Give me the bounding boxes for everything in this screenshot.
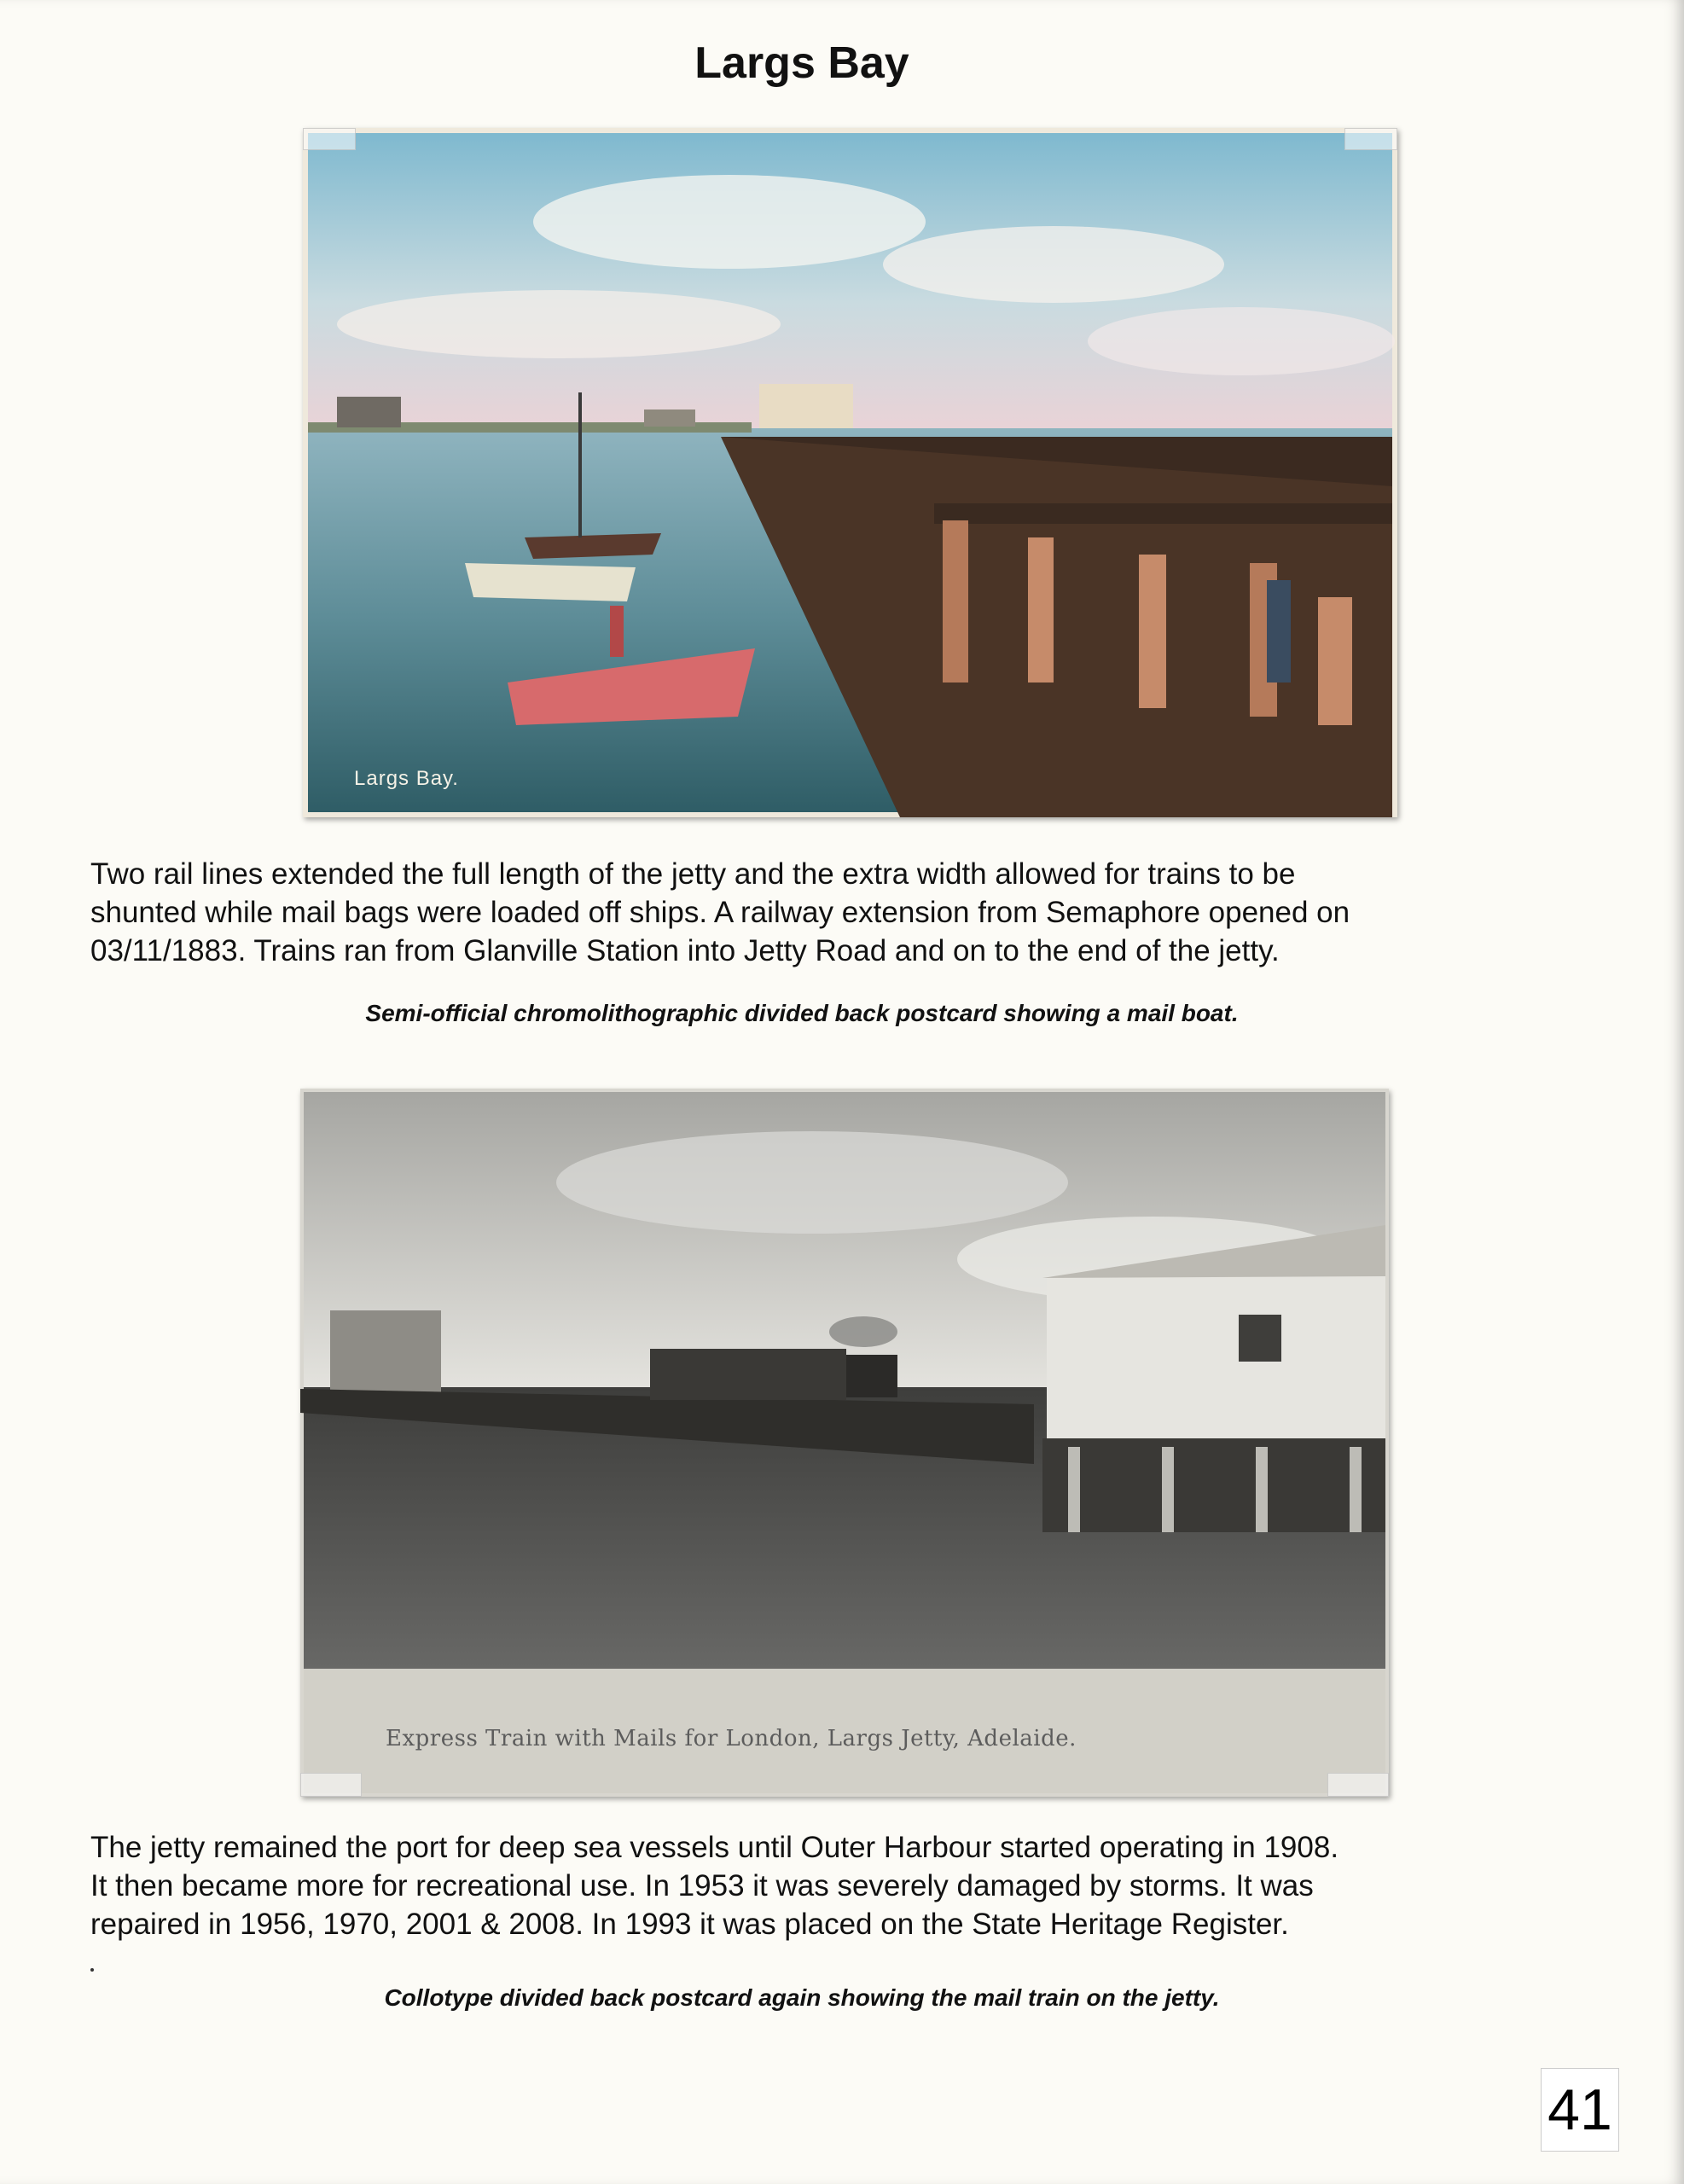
paragraph-line: 03/11/1883. Trains ran from Glanville Station into Jetty Road and on to the end of the jetty.: [90, 934, 1280, 967]
photo-corner: [303, 128, 356, 150]
page-title: Largs Bay: [694, 38, 909, 88]
photo-corner: [300, 1773, 362, 1797]
paragraph-line: repaired in 1956, 1970, 2001 & 2008. In 1993 it was placed on the State Heritage Register.: [90, 1908, 1289, 1941]
page-number: 41: [1541, 2068, 1619, 2152]
paragraph-jetty-history: [90, 1828, 1558, 1943]
paragraph-line: shunted while mail bags were loaded off ships. A railway extension from Semaphore opened on: [90, 896, 1350, 929]
postcard-mail-train: [300, 1089, 1389, 1797]
postcard-mail-train-image: [300, 1089, 1389, 1797]
postcard-mail-boat-image: [303, 128, 1397, 817]
postcard-mail-train-caption: Collotype divided back postcard again showing the mail train on the jetty.: [384, 1984, 1220, 2011]
postcard-mail-boat-overlay-text: Largs Bay.: [354, 767, 459, 790]
postcard-mail-boat: [303, 128, 1397, 817]
paragraph-line: The jetty remained the port for deep sea vessels until Outer Harbour started operating in 1908.: [90, 1831, 1339, 1864]
photo-corner: [1344, 128, 1397, 150]
photo-corner: [1327, 1773, 1389, 1797]
postcard-mail-boat-caption: Semi-official chromolithographic divided back postcard showing a mail boat.: [365, 1000, 1239, 1026]
paragraph-line: It then became more for recreational use. In 1953 it was severely damaged by storms. It was: [90, 1869, 1314, 1902]
stray-dot: [90, 1968, 94, 1972]
paragraph-line: Two rail lines extended the full length of the jetty and the extra width allowed for trains to be: [90, 857, 1296, 891]
paragraph-rail-lines: [90, 855, 1558, 970]
postcard-mail-train-overlay-text: Express Train with Mails for London, Largs Jetty, Adelaide.: [386, 1726, 1077, 1751]
